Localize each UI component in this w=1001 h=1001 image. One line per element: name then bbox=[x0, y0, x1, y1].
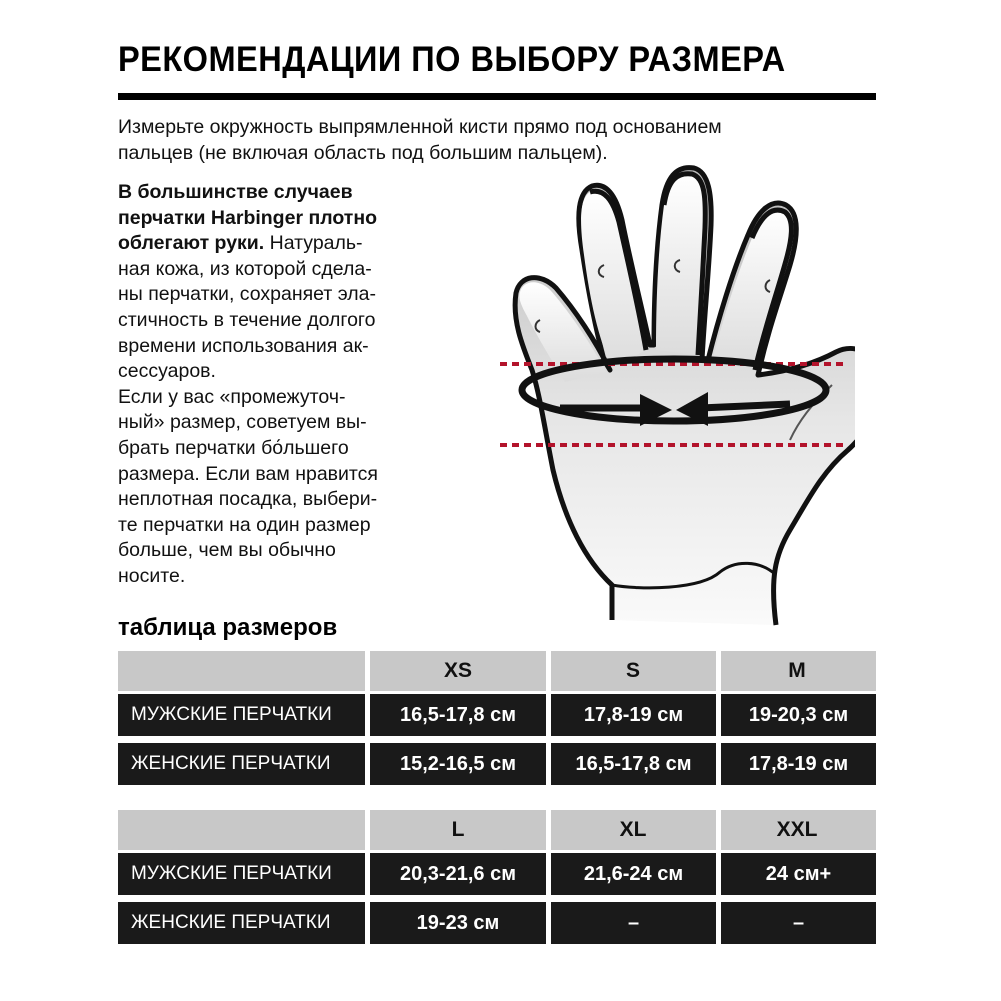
size-header-l: L bbox=[451, 818, 465, 841]
size-value: 24 см+ bbox=[721, 853, 876, 895]
body-line: размера. Если вам нравится bbox=[118, 462, 378, 485]
row-label: МУЖСКИЕ ПЕРЧАТКИ bbox=[118, 853, 365, 895]
body-bold-line: перчатки Harbinger плотно bbox=[118, 206, 378, 229]
body-line: ны перчатки, сохраняет эла- bbox=[118, 283, 376, 306]
table-row bbox=[118, 694, 876, 736]
size-header-m: M bbox=[788, 659, 806, 682]
size-value: – bbox=[721, 902, 876, 944]
size-value: 21,6-24 см bbox=[551, 853, 716, 895]
table-row bbox=[118, 902, 876, 944]
body-line: ный» размер, советуем вы- bbox=[118, 411, 367, 434]
size-value: 19-23 см bbox=[370, 902, 546, 944]
intro-line: Измерьте окружность выпрямленной кисти прямо под основанием bbox=[118, 116, 722, 138]
size-value: 15,2-16,5 см bbox=[370, 743, 546, 785]
intro-line: пальцев (не включая область под большим пальцем). bbox=[118, 142, 608, 164]
size-header-s: S bbox=[625, 659, 640, 682]
row-label: ЖЕНСКИЕ ПЕРЧАТКИ bbox=[118, 902, 365, 944]
intro-paragraph bbox=[118, 114, 818, 166]
row-label: ЖЕНСКИЕ ПЕРЧАТКИ bbox=[118, 743, 365, 785]
body-bold-line: облегают руки. bbox=[118, 232, 265, 255]
body-line: носите. bbox=[118, 564, 186, 587]
table-row bbox=[118, 853, 876, 895]
row-label: МУЖСКИЕ ПЕРЧАТКИ bbox=[118, 694, 365, 736]
body-line: времени использования ак- bbox=[118, 334, 369, 357]
table-header-row bbox=[118, 651, 876, 691]
size-value: 17,8-19 см bbox=[721, 743, 876, 785]
header-empty-cell bbox=[118, 651, 368, 691]
body-line: сессуаров. bbox=[118, 360, 216, 383]
body-line: Если у вас «промежуточ- bbox=[118, 385, 346, 408]
table-row bbox=[118, 743, 876, 785]
size-value: 17,8-19 см bbox=[551, 694, 716, 736]
size-value: 20,3-21,6 см bbox=[370, 853, 546, 895]
size-header-xxl: XXL bbox=[776, 818, 818, 841]
size-value: 16,5-17,8 см bbox=[370, 694, 546, 736]
body-paragraph bbox=[118, 180, 418, 590]
header-empty-cell bbox=[118, 810, 368, 850]
page-title: РЕКОМЕНДАЦИИ ПО ВЫБОРУ РАЗМЕРА bbox=[118, 40, 786, 79]
size-header-xs: XS bbox=[443, 659, 472, 682]
hand-illustration bbox=[495, 160, 855, 630]
body-line: брать перчатки бо́льшего bbox=[118, 436, 349, 459]
size-table-title: таблица размеров bbox=[118, 614, 338, 641]
body-line bbox=[118, 231, 418, 257]
body-bold-line: В большинстве случаев bbox=[118, 181, 353, 203]
body-line-text: Натураль- bbox=[264, 232, 363, 255]
body-line: больше, чем вы обычно bbox=[118, 539, 336, 562]
body-line: неплотная посадка, выбери- bbox=[118, 488, 378, 511]
size-value: – bbox=[551, 902, 716, 944]
body-line: ная кожа, из которой сдела- bbox=[118, 257, 372, 280]
table-header-row bbox=[118, 810, 876, 850]
title-underline bbox=[118, 93, 876, 100]
size-header-xl: XL bbox=[619, 818, 647, 841]
body-line: стичность в течение долгого bbox=[118, 308, 376, 331]
size-value: 19-20,3 см bbox=[721, 694, 876, 736]
body-line: те перчатки на один размер bbox=[118, 513, 371, 536]
size-value: 16,5-17,8 см bbox=[551, 743, 716, 785]
